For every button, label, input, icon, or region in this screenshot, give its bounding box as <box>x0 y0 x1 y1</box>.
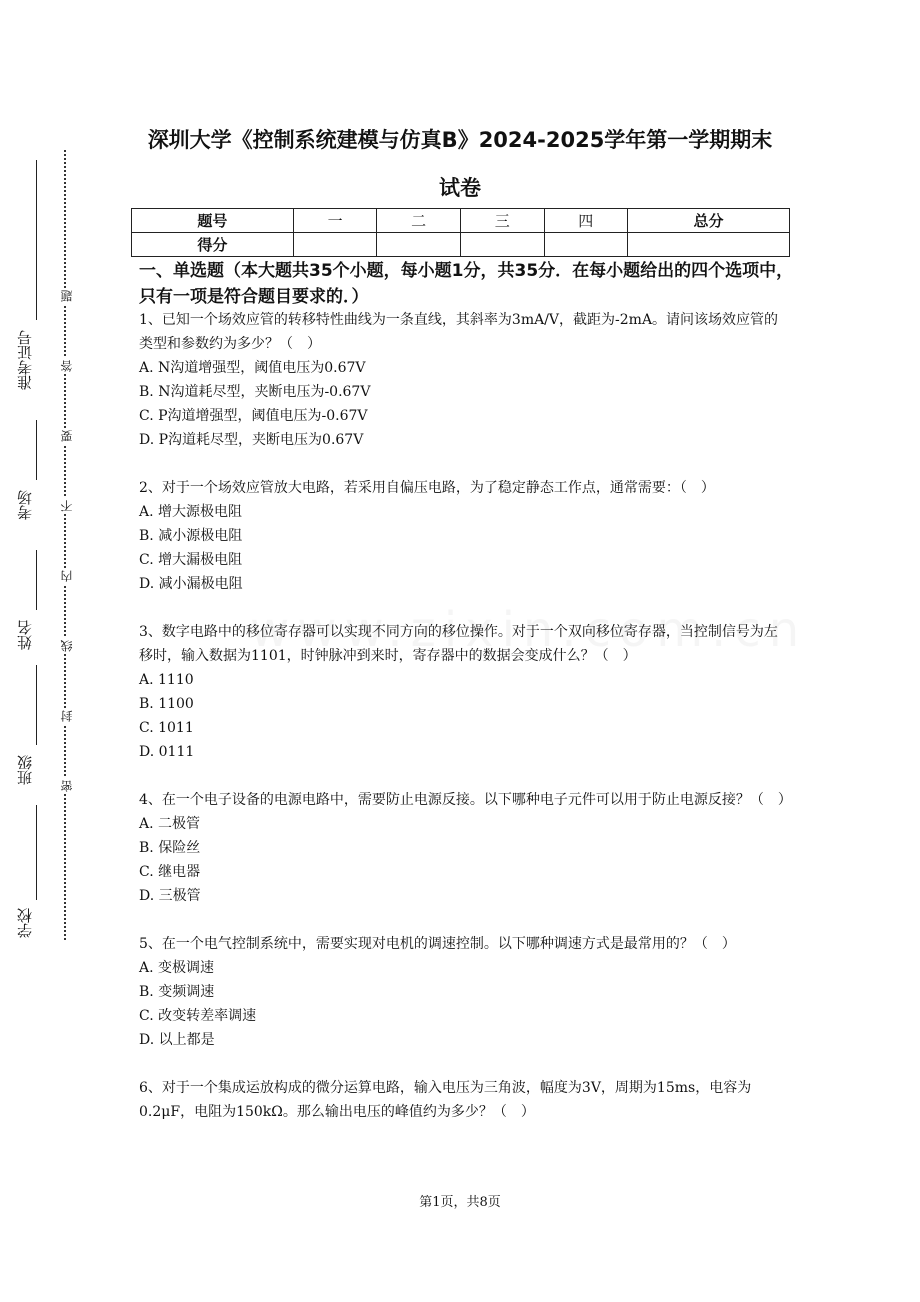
option-a: A. 1110 <box>139 672 194 688</box>
option-a: A. 变极调速 <box>139 960 215 976</box>
score-row-label: 得分 <box>132 233 294 257</box>
option-d: D. 0111 <box>139 744 195 760</box>
section-heading: 一、单选题（本大题共35个小题，每小题1分，共35分．在每小题给出的四个选项中，只有一项是符合题目要求的．） <box>139 261 794 307</box>
binding-label-exam-number: 准考证号 <box>16 330 34 390</box>
seal-word: 线 <box>60 640 74 652</box>
score-table <box>131 208 790 257</box>
seal-word: 密 <box>60 780 74 792</box>
seal-dotted-line <box>64 150 66 940</box>
score-header-cell: 题号 <box>132 209 294 233</box>
question-1 <box>139 308 791 452</box>
option-d: D. 三极管 <box>139 888 201 904</box>
score-cell[interactable] <box>628 233 790 257</box>
score-cell[interactable] <box>377 233 461 257</box>
exam-title-line1: 深圳大学《控制系统建模与仿真B》2024-2025学年第一学期期末 <box>147 128 773 152</box>
question-stem: 1、已知一个场效应管的转移特性曲线为一条直线，其斜率为3mA/V，截距为-2mA。请问该场效应管的类型和参数约为多少？（ ） <box>139 312 779 352</box>
question-3 <box>139 620 791 764</box>
binding-label-name: 姓名 <box>16 620 34 650</box>
question-stem: 2、对于一个场效应管放大电路，若采用自偏压电路，为了稳定静态工作点，通常需要：（ ） <box>139 480 715 496</box>
question-stem: 4、在一个电子设备的电源电路中，需要防止电源反接。以下哪种电子元件可以用于防止电源反接？（ ） <box>139 792 792 808</box>
option-b: B. 变频调速 <box>139 984 215 1000</box>
binding-fill-line <box>36 160 37 320</box>
question-5 <box>139 932 791 1052</box>
score-header-cell: 一 <box>293 209 377 233</box>
question-stem: 3、数字电路中的移位寄存器可以实现不同方向的移位操作。对于一个双向移位寄存器，当控制信号为左移时，输入数据为1101，时钟脉冲到来时，寄存器中的数据会变成什么？（ ） <box>139 624 778 664</box>
binding-label-school: 学校 <box>16 908 34 938</box>
binding-fill-line <box>36 805 37 900</box>
question-6 <box>139 1076 791 1124</box>
question-4 <box>139 788 791 908</box>
binding-fill-line <box>36 420 37 480</box>
option-a: A. 增大源极电阻 <box>139 504 243 520</box>
question-2 <box>139 476 791 596</box>
score-header-cell: 三 <box>460 209 544 233</box>
binding-label-class: 班级 <box>16 755 34 785</box>
option-d: D. 减小漏极电阻 <box>139 576 243 592</box>
option-c: C. 1011 <box>139 720 194 736</box>
seal-word: 封 <box>60 710 74 722</box>
option-b: B. 1100 <box>139 696 194 712</box>
score-table-score-row <box>132 233 790 257</box>
binding-margin <box>0 140 80 960</box>
binding-fill-line <box>36 665 37 745</box>
seal-word: 内 <box>60 570 74 582</box>
option-d: D. P沟道耗尽型，夹断电压为0.67V <box>139 432 364 448</box>
seal-word: 不 <box>60 500 74 512</box>
exam-title-line2: 试卷 <box>439 176 481 200</box>
seal-word: 要 <box>60 430 74 442</box>
seal-word: 题 <box>60 290 74 302</box>
score-header-cell: 总分 <box>628 209 790 233</box>
score-cell[interactable] <box>544 233 628 257</box>
option-a: A. 二极管 <box>139 816 201 832</box>
option-b: B. 保险丝 <box>139 840 201 856</box>
score-cell[interactable] <box>460 233 544 257</box>
score-header-cell: 二 <box>377 209 461 233</box>
score-header-cell: 四 <box>544 209 628 233</box>
option-c: C. 增大漏极电阻 <box>139 552 243 568</box>
option-c: C. 继电器 <box>139 864 201 880</box>
option-c: C. P沟道增强型，阈值电压为-0.67V <box>139 408 368 424</box>
question-stem: 5、在一个电气控制系统中，需要实现对电机的调速控制。以下哪种调速方式是最常用的？（ ） <box>139 936 736 952</box>
option-b: B. 减小源极电阻 <box>139 528 243 544</box>
score-cell[interactable] <box>293 233 377 257</box>
binding-label-exam-room: 考场 <box>16 490 34 520</box>
option-c: C. 改变转差率调速 <box>139 1008 257 1024</box>
option-b: B. N沟道耗尽型，夹断电压为-0.67V <box>139 384 371 400</box>
question-list <box>139 308 791 1148</box>
binding-fill-line <box>36 550 37 610</box>
seal-word: 答 <box>60 360 74 372</box>
question-stem: 6、对于一个集成运放构成的微分运算电路，输入电压为三角波，幅度为3V，周期为15ms，电容为0.2μF，电阻为150kΩ。那么输出电压的峰值约为多少？（ ） <box>139 1080 752 1120</box>
option-a: A. N沟道增强型，阈值电压为0.67V <box>139 360 366 376</box>
page-footer: 第1页，共8页 <box>419 1195 501 1210</box>
option-d: D. 以上都是 <box>139 1032 215 1048</box>
score-table-header-row <box>132 209 790 233</box>
